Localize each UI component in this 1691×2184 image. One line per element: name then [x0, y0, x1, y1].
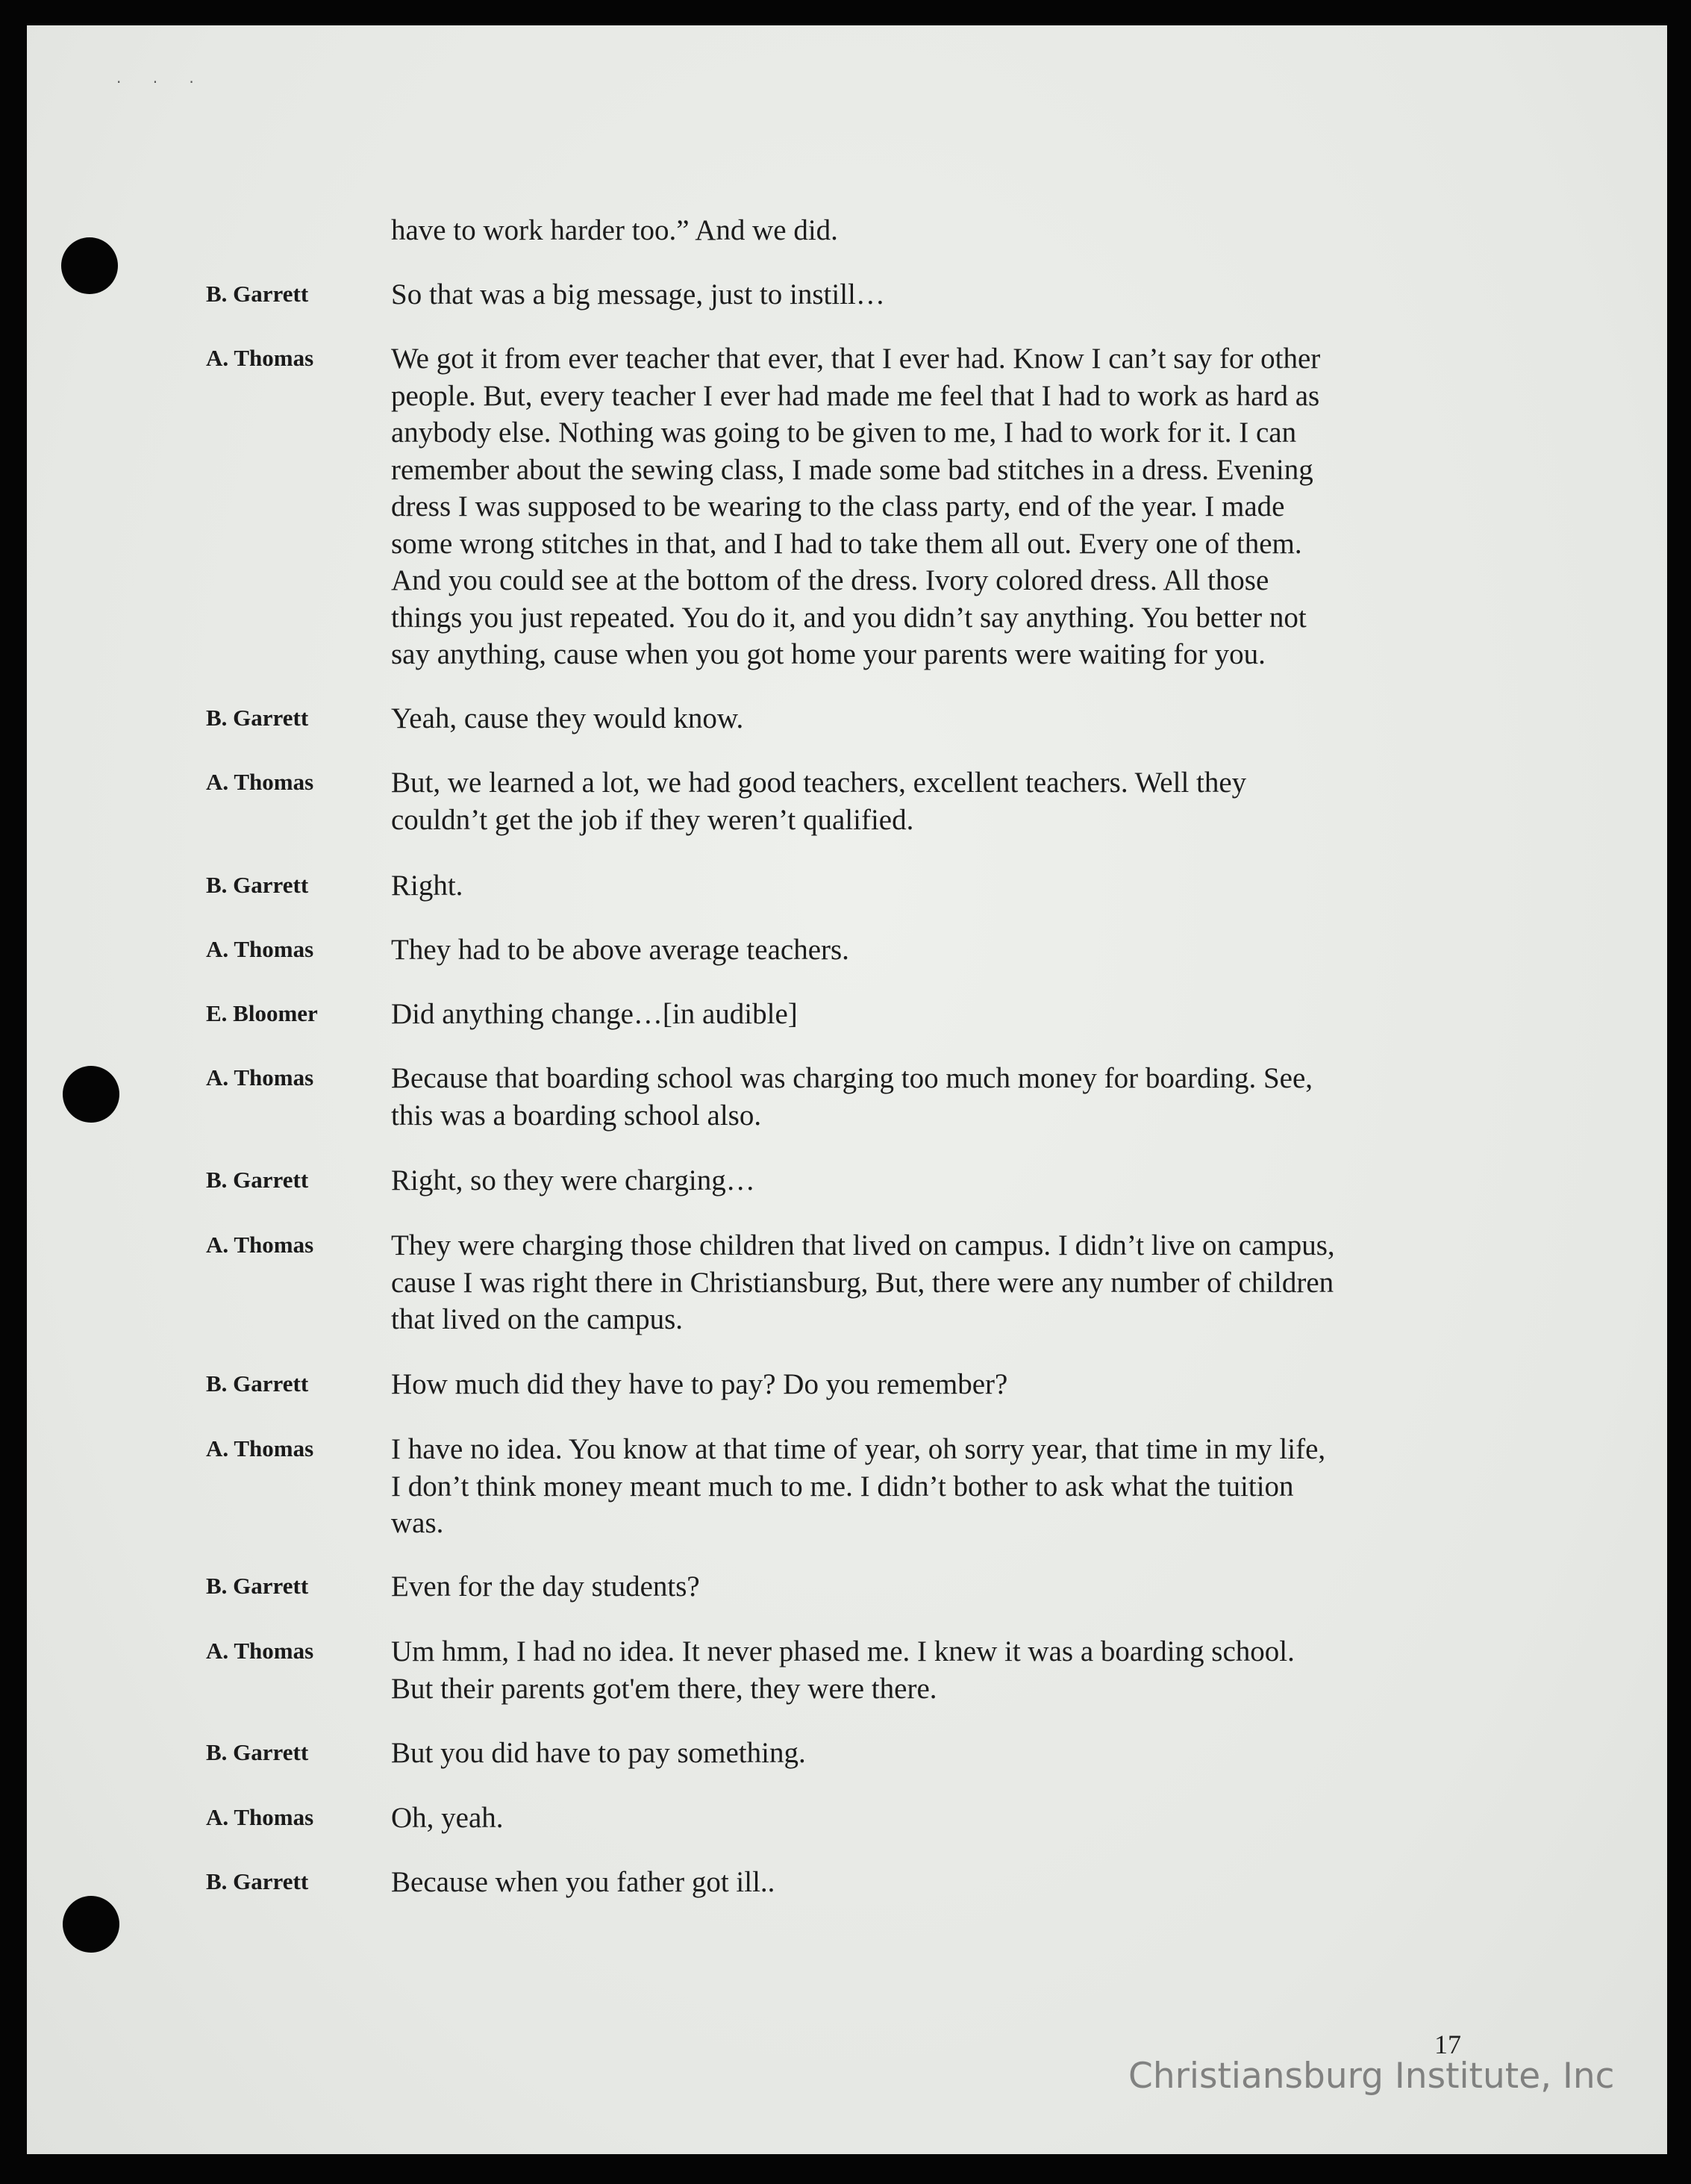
speaker-name: A. Thomas [206, 1064, 314, 1091]
speech-line: Because when you father got ill.. [391, 1866, 775, 1898]
speaker-name: B. Garrett [206, 1167, 309, 1193]
speech-line: cause I was right there in Christiansburg, But, there were any number of children [391, 1266, 1334, 1299]
speech-line: dress I was supposed to be wearing to the class party, end of the year. I made [391, 490, 1285, 522]
speech-line: was. [391, 1507, 444, 1539]
speaker-name: B. Garrett [206, 1370, 309, 1397]
speaker-name: A. Thomas [206, 1435, 314, 1461]
speech-line: people. But, every teacher I ever had made me feel that I had to work as hard as [391, 379, 1320, 412]
speaker-name: B. Garrett [206, 1573, 309, 1599]
speech-line: remember about the sewing class, I made some bad stitches in a dress. Evening [391, 453, 1313, 486]
speech-line: But you did have to pay something. [391, 1737, 806, 1769]
speech-text [391, 996, 1495, 1033]
speech-line: Even for the day students? [391, 1570, 700, 1603]
speech-line: say anything, cause when you got home your parents were waiting for you. [391, 638, 1266, 670]
speaker-name: A. Thomas [206, 936, 314, 962]
speech-line: They had to be above average teachers. [391, 934, 849, 966]
speech-text [391, 700, 1495, 737]
scan-specks: · · · [116, 73, 207, 91]
speech-line: anybody else. Nothing was going to be given to me, I had to work for it. I can [391, 416, 1297, 449]
speech-text [391, 1568, 1495, 1606]
speech-text [391, 1864, 1495, 1901]
speaker-name: E. Bloomer [206, 1000, 318, 1026]
speech-text [391, 1162, 1495, 1199]
speech-line: things you just repeated. You do it, and you didn’t say anything. You better not [391, 601, 1307, 634]
speech-text [391, 1735, 1495, 1772]
speech-text [391, 212, 1495, 249]
speech-text [391, 867, 1495, 905]
speech-line: We got it from ever teacher that ever, that I ever had. Know I can’t say for other [391, 343, 1321, 375]
speaker-name: B. Garrett [206, 872, 309, 898]
speech-line: couldn’t get the job if they weren’t qualified. [391, 803, 914, 836]
speech-line: have to work harder too.” And we did. [391, 214, 838, 246]
speech-line: Did anything change…[in audible] [391, 998, 798, 1030]
speaker-name: A. Thomas [206, 345, 314, 371]
speech-line: But, we learned a lot, we had good teachers, excellent teachers. Well they [391, 767, 1247, 799]
speech-line: And you could see at the bottom of the dress. Ivory colored dress. All those [391, 564, 1269, 596]
speech-line: Yeah, cause they would know. [391, 702, 744, 734]
speech-line: So that was a big message, just to instill… [391, 278, 885, 311]
speech-line: I don’t think money meant much to me. I didn’t bother to ask what the tuition [391, 1470, 1294, 1503]
speaker-name: A. Thomas [206, 769, 314, 795]
page-number: 17 [1434, 2029, 1461, 2059]
speech-text [391, 932, 1495, 969]
speech-text [391, 276, 1495, 313]
speaker-name: A. Thomas [206, 1638, 314, 1664]
speech-line: I have no idea. You know at that time of year, oh sorry year, that time in my life, [391, 1433, 1326, 1465]
speech-line: some wrong stitches in that, and I had to take them all out. Every one of them. [391, 527, 1302, 560]
speech-line: But their parents got'em there, they were there. [391, 1672, 937, 1705]
speech-text [391, 1060, 1495, 1134]
speech-text [391, 1227, 1495, 1338]
watermark: Christiansburg Institute, Inc [1128, 2056, 1615, 2097]
document-page [27, 25, 1667, 2154]
speech-text [391, 1431, 1495, 1542]
speech-text [391, 1800, 1495, 1837]
speaker-name: B. Garrett [206, 281, 309, 307]
speaker-name: B. Garrett [206, 705, 309, 731]
speech-line: Right. [391, 870, 463, 902]
speaker-name: A. Thomas [206, 1232, 314, 1258]
speech-text [391, 340, 1495, 673]
speech-line: They were charging those children that lived on campus. I didn’t live on campus, [391, 1229, 1335, 1261]
speech-line: this was a boarding school also. [391, 1099, 762, 1132]
speech-text [391, 764, 1495, 838]
speech-line: How much did they have to pay? Do you remember? [391, 1368, 1008, 1400]
speech-line: Right, so they were charging… [391, 1164, 755, 1196]
speech-text [391, 1366, 1495, 1403]
speech-line: Um hmm, I had no idea. It never phased me. I knew it was a boarding school. [391, 1635, 1295, 1667]
speech-text [391, 1633, 1495, 1707]
speaker-name: B. Garrett [206, 1868, 309, 1894]
speaker-name: A. Thomas [206, 1804, 314, 1830]
transcript [27, 25, 1667, 2154]
speech-line: Because that boarding school was charging too much money for boarding. See, [391, 1062, 1313, 1094]
speech-line: Oh, yeah. [391, 1802, 504, 1834]
speech-line: that lived on the campus. [391, 1303, 683, 1335]
speaker-name: B. Garrett [206, 1739, 309, 1765]
